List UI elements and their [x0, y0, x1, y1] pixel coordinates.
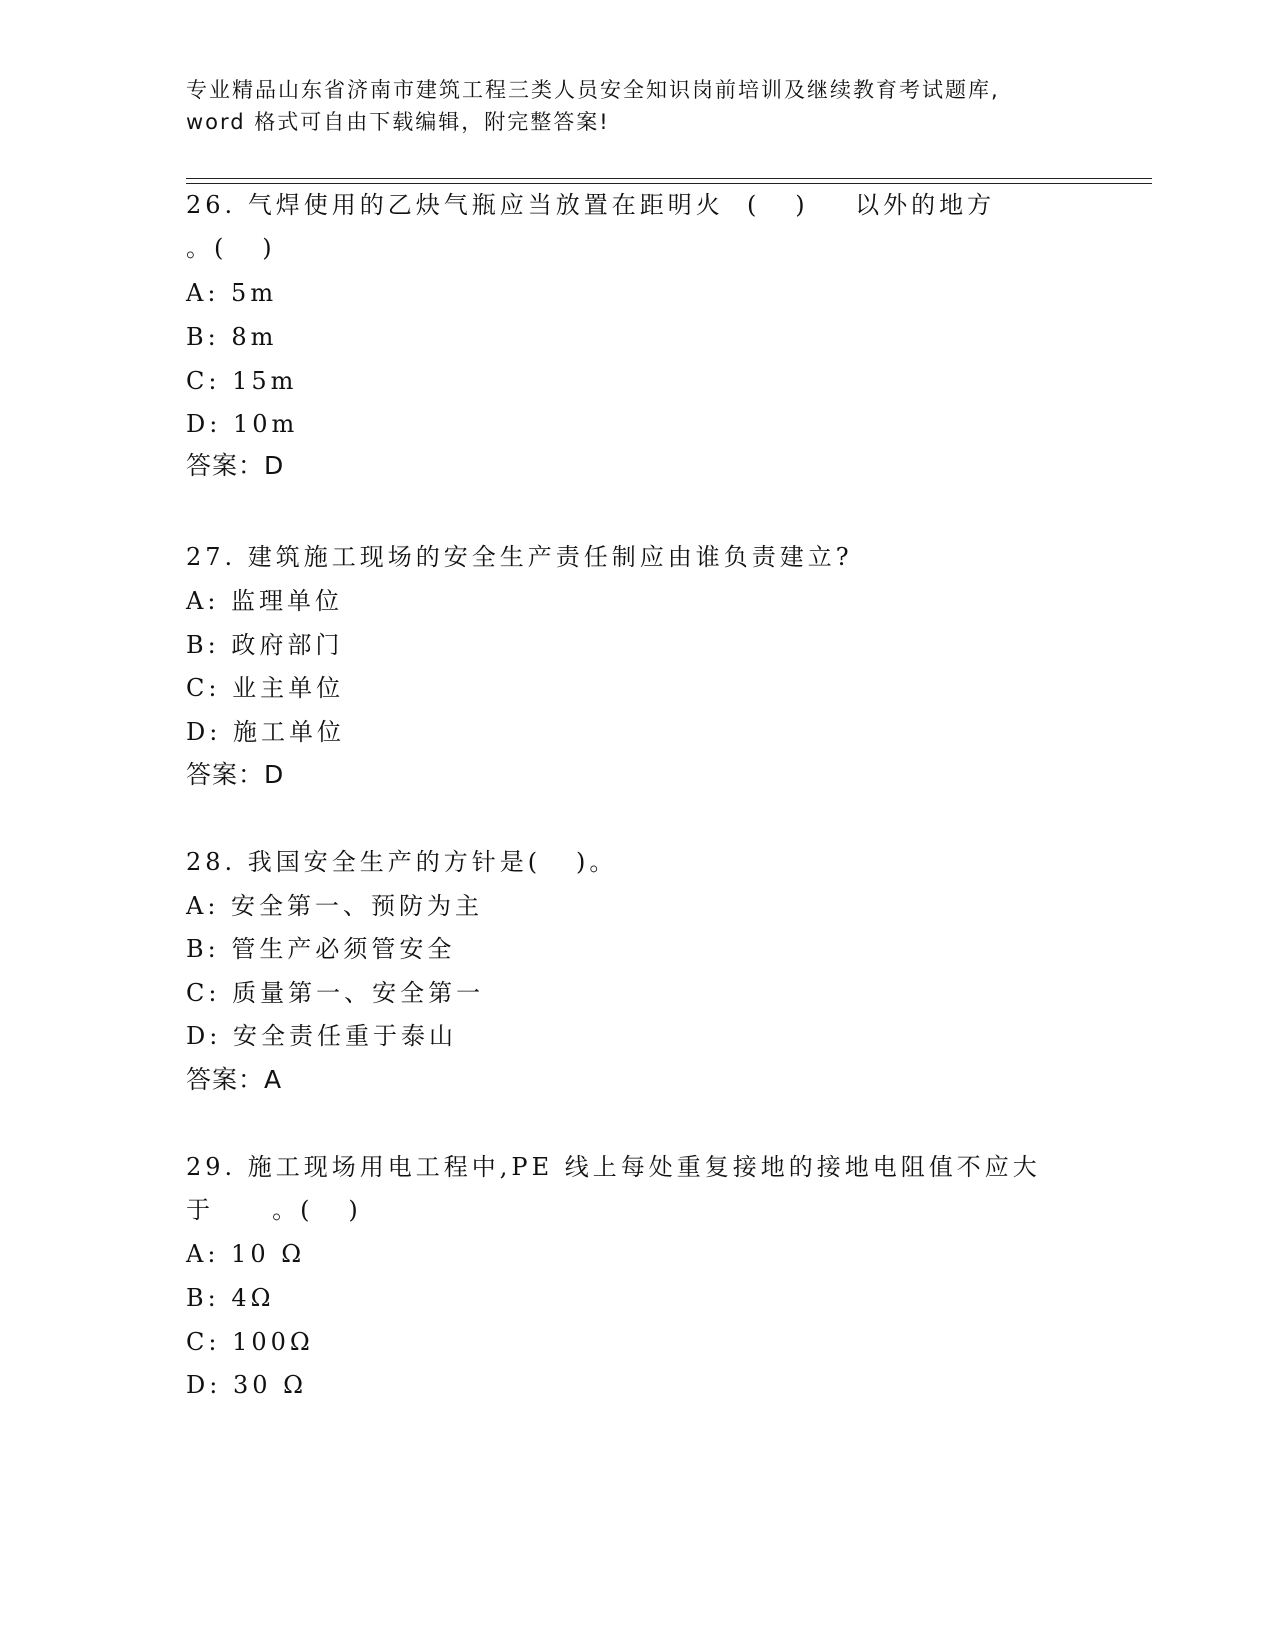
- header-title-line-2: word 格式可自由下载编辑，附完整答案!: [186, 110, 610, 134]
- question-stem-line-1: 29. 施工现场用电工程中,PE 线上每处重复接地的接地电阻值不应大: [186, 1153, 1041, 1181]
- option-c: C: 业主单位: [186, 674, 345, 702]
- option-b: B: 4Ω: [186, 1284, 275, 1312]
- question-stem-line-2: 。( ): [186, 234, 276, 262]
- header-divider-top: [186, 178, 1152, 179]
- option-c: C: 100Ω: [186, 1328, 314, 1356]
- option-a: A: 5m: [186, 279, 278, 307]
- option-b: B: 政府部门: [186, 631, 344, 659]
- question-stem-line-1: 28. 我国安全生产的方针是( )。: [186, 848, 618, 876]
- question-stem-line-2: 于 。( ): [186, 1196, 362, 1224]
- option-c: C: 15m: [186, 367, 298, 395]
- option-a: A: 10 Ω: [186, 1240, 306, 1268]
- question-stem-line-1: 26. 气焊使用的乙炔气瓶应当放置在距明火 ( ) 以外的地方: [186, 191, 996, 219]
- option-d: D: 10m: [186, 410, 299, 438]
- question-stem-line-1: 27. 建筑施工现场的安全生产责任制应由谁负责建立?: [186, 543, 853, 571]
- option-b: B: 8m: [186, 323, 278, 351]
- answer-label: 答案：D: [186, 451, 285, 480]
- option-c: C: 质量第一、安全第一: [186, 979, 485, 1007]
- header-title-line-1: 专业精品山东省济南市建筑工程三类人员安全知识岗前培训及继续教育考试题库,: [186, 78, 1000, 102]
- option-d: D: 30 Ω: [186, 1371, 308, 1399]
- option-d: D: 安全责任重于泰山: [186, 1022, 457, 1050]
- option-b: B: 管生产必须管安全: [186, 935, 456, 963]
- option-a: A: 安全第一、预防为主: [186, 892, 484, 920]
- header-divider-bottom: [186, 183, 1152, 184]
- answer-label: 答案：D: [186, 760, 285, 789]
- option-d: D: 施工单位: [186, 718, 345, 746]
- option-a: A: 监理单位: [186, 587, 344, 615]
- document-header: [186, 74, 1086, 138]
- answer-label: 答案：A: [186, 1065, 283, 1094]
